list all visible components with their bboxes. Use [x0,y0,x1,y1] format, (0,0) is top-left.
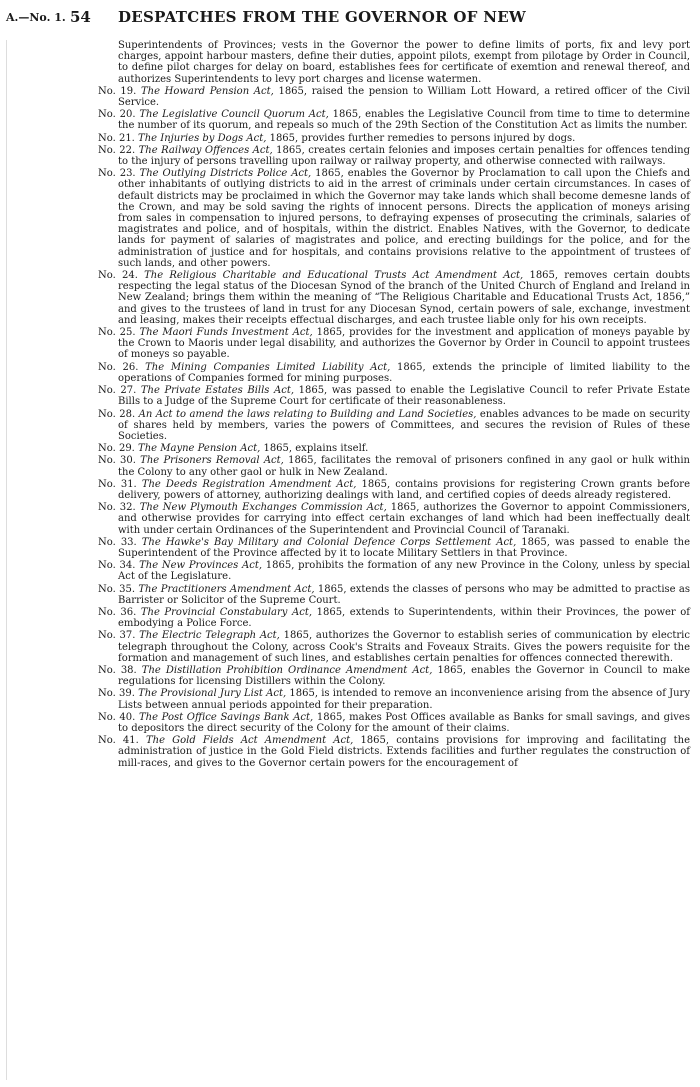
act-description: 1865, authorizes the Governor to establish series of communication by electric telegraph throughout the Colony, across Cook's Straits and Foveaux Straits. Gives the powers requisite for the formation and management of such lines, and establishes certain penalties for offences connected therewith. [118,630,690,664]
act-entry [98,502,690,536]
entry-number: No. 19. [98,85,141,97]
entry-number: No. 32. [98,502,140,514]
act-title: The Private Estates Bills Act, [140,385,295,397]
act-entry [98,735,690,769]
act-title: The New Provinces Act, [139,560,263,572]
entry-number: No. 28. [98,408,139,420]
act-description: 1865, creates certain felonies and imposes certain penalties for offences tending to the injury of persons travelling upon railway or railway property, and otherwise connected with railways. [118,144,690,168]
act-entry [98,630,690,664]
act-entry [98,133,690,144]
act-entry [98,86,690,108]
act-entry [98,455,690,477]
entry-number: No. 30. [98,455,141,467]
act-entry [98,712,690,734]
running-title: DESPATCHES FROM THE GOVERNOR OF NEW [118,8,527,26]
act-title: The Legislative Council Quorum Act, [139,109,329,121]
act-title: The Mayne Pension Act, [138,443,261,455]
act-entry [98,479,690,501]
entry-number: No. 41. [98,735,146,747]
entry-number: No. 26. [98,361,146,373]
act-title: The Provincial Constabulary Act, [140,606,313,618]
act-entry [98,362,690,384]
act-description: 1865, explains itself. [260,443,369,455]
page-margin-rule [6,40,7,1080]
act-description: 1865, makes Post Offices available as Banks for small savings, and gives to depositors the direct security of the Colony for the amount of their claims. [118,711,690,734]
act-description: 1865, enables the Legislative Council from time to time to determine the number of its quorum, and repeals so much of the 29th Section of the Constitution Act as limits the number. [118,109,690,132]
entry-number: No. 27. [98,385,141,397]
act-title: The Post Office Savings Bank Act, [138,711,314,723]
page-number: 54 [70,8,91,26]
act-description: enables advances to be made on security of shares held by members, varies the powers of Committees, and secures the revision of Rules of these Societies. [118,408,690,442]
act-title: The Hawke's Bay Military and Colonial Defence Corps Settlement Act, [141,536,517,548]
entry-number: No. 21. [98,132,139,144]
act-entry [98,409,690,443]
act-description: 1865, enables the Governor by Proclamation to call upon the Chiefs and other inhabitants of outlying districts to aid in the arrest of criminals under certain circumstances. In cases of default districts may be proclaimed in which the Governor may take lands which shall become demesne lands of the Crown, and may be sold saving the rights of innocent persons. Directs the application of moneys arising from sales in compensation to injured persons, to defraying expenses of prosecuting the criminals, salaries of magistrates and police, and of hospitals, within the district. Enables Natives, with the Governor, to dedicate lands for payment of salaries of magistrates and police, and erecting buildings for the police, and for the administration of justice and for hospitals, and contains provisions relative to the appointment of trustees of such lands, and other powers. [118,168,690,269]
entry-number: No. 40. [98,711,139,723]
act-title: The Maori Funds Investment Act, [139,327,313,339]
act-description: 1865, extends the classes of persons who may be admitted to practise as Barrister or Solicitor of the Supreme Court. [118,583,690,606]
act-description: 1865, authorizes the Governor to appoint Commissioners, and otherwise provides for carrying into effect certain exchanges of land which had been ineffectually dealt with under certain Ordinances of the Superintendent and Provincial Council of Taranaki. [118,502,690,536]
act-entry [98,270,690,326]
act-description: 1865, enables the Governor in Council to make regulations for licensing Distillers within the Colony. [118,664,691,688]
entry-number: No. 22. [98,144,139,156]
entry-number: No. 31. [98,478,142,490]
entry-number: No. 34. [98,560,140,572]
entry-number: No. 36. [98,606,141,618]
act-title: The Howard Pension Act, [140,85,274,97]
entry-number: No. 23. [98,168,140,180]
act-entry [98,584,690,606]
act-title: The Distillation Prohibition Ordinance Amendment Act, [141,664,433,676]
entry-number: No. 38. [98,664,142,676]
entry-number: No. 39. [98,688,139,700]
act-description: 1865, provides for the investment and application of moneys payable by the Crown to Maoris under legal disability, and authorizes the Governor by Order in Council to appoint trustees of moneys so payable. [118,327,690,361]
act-title: The Deeds Registration Amendment Act, [141,478,357,490]
act-title: The Injuries by Dogs Act, [138,132,267,144]
act-title: The Gold Fields Act Amendment Act, [145,735,354,747]
act-title: The Outlying Districts Police Act, [139,168,312,180]
act-description: 1865, removes certain doubts respecting the legal status of the Diocesan Synod of the branch of the United Church of England and Ireland in New Zealand; brings them within the meaning of “The Religious Charitable and Educational Trusts Act, 1856,” and gives to the trustees of land in trust for any Diocesan Synod, certain powers of sale, exchange, investment and leasing, makes their receipts effectual discharges, and each trustee liable only for his own receipts. [118,270,690,326]
act-description: 1865, contains provisions for improving and facilitating the administration of justice in the Gold Field districts. Extends facilities and further regulates the construction of mill-races, and gives to the Governor certain powers for the encouragement of [118,735,691,769]
act-title: The Provisional Jury List Act, [138,688,287,700]
act-entry [98,443,690,454]
act-entry [98,560,690,582]
act-entry [98,688,690,710]
act-entry [98,537,690,559]
act-title: The Mining Companies Limited Liability Act, [145,361,391,373]
act-title: The Electric Telegraph Act, [139,630,280,642]
act-description: 1865, extends to Superintendents, within their Provinces, the power of embodying a Police Force. [118,606,690,630]
act-entry [98,109,690,131]
act-entry [98,385,690,407]
act-title: The Religious Charitable and Educational Trusts Act Amendment Act, [144,270,524,282]
entry-number: No. 25. [98,327,140,339]
act-description: 1865, raised the pension to William Lott Howard, a retired officer of the Civil Service. [118,85,690,109]
act-description: 1865, was passed to enable the Legislative Council to refer Private Estate Bills to a Judge of the Supreme Court for certificate of their reasonableness. [118,385,690,408]
entry-number: No. 20. [98,109,140,121]
act-description: 1865, prohibits the formation of any new Province in the Colony, unless by special Act of the Legislature. [118,560,690,583]
page-header [0,6,700,28]
act-entry [98,607,690,629]
act-description: 1865, provides further remedies to persons injured by dogs. [266,132,576,144]
act-description: 1865, is intended to remove an inconvenience arising from the absence of Jury Lists between annual periods appointed for their preparation. [118,688,690,711]
entry-number: No. 37. [98,630,140,642]
act-title: The Railway Offences Act, [138,144,273,156]
act-entry [98,327,690,361]
entry-number: No. 33. [98,536,142,548]
act-description: 1865, extends the principle of limited liability to the operations of Companies formed for mining purposes. [118,361,691,384]
act-entry [98,145,690,167]
act-title: An Act to amend the laws relating to Building and Land Societies, [138,408,477,420]
document-body [98,40,690,770]
act-description: 1865, contains provisions for registering Crown grants before delivery, powers of attorney, authorizing dealings with land, and certified copies of deeds already registered. [118,478,690,501]
act-description: 1865, was passed to enable the Superintendent of the Province affected by it to locate Military Settlers in that Province. [118,536,690,559]
entry-number: No. 29. [98,443,139,455]
intro-paragraph: Superintendents of Provinces; vests in the Governor the power to define limits of ports, fix and levy port charges, appoint harbour masters, define their duties, appoint pilots, exempt from pilotage by Order in Council, to define pilot charges for delay on board, establishes fees for certificate of exemtion and renewal thereof, and authorizes Superintendents to levy port charges and license watermen. [118,40,690,85]
act-title: The New Plymouth Exchanges Commission Act, [139,502,387,514]
act-entry [98,665,690,687]
act-title: The Practitioners Amendment Act, [138,583,315,595]
entry-number: No. 24. [98,270,145,282]
document-reference: A.—No. 1. [6,11,66,24]
act-title: The Prisoners Removal Act, [140,455,284,467]
entry-number: No. 35. [98,583,139,595]
act-entry [98,168,690,269]
act-description: 1865, facilitates the removal of prisoners confined in any gaol or hulk within the Colony to any other gaol or hulk in New Zealand. [118,455,690,478]
